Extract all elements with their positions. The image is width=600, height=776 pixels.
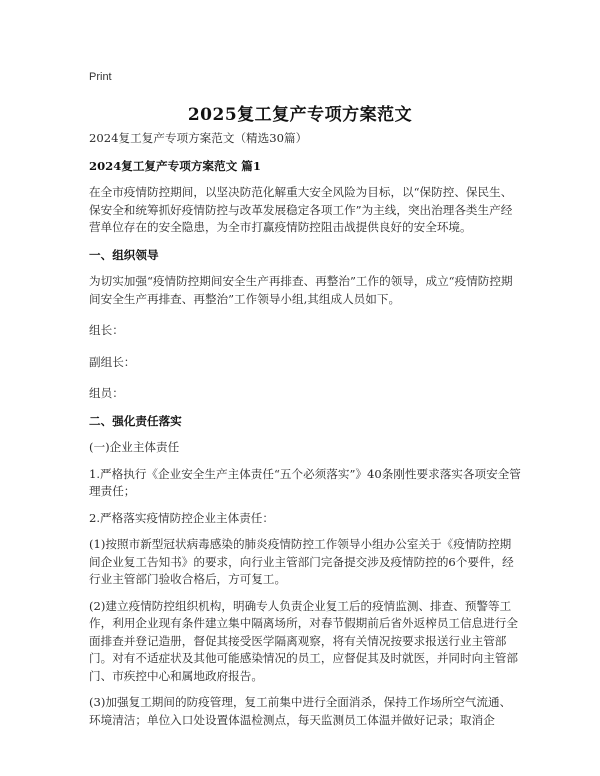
document-title: 2025复工复产专项方案范文 bbox=[187, 105, 413, 125]
document-body bbox=[89, 130, 521, 729]
item-2-paragraph: 2.严格落实疫情防控企业主体责任： bbox=[89, 510, 274, 525]
subsection-1-heading: (一)企业主体责任 bbox=[89, 440, 180, 454]
section-1-paragraph: 为切实加强“疫情防控期间安全生产再排查、再整治”工作的领导，成立“疫情防控期间安全生产再排查、再整治”工作领导小组,其组成人员如下。 bbox=[89, 274, 513, 306]
item-2-1-paragraph: (1)按照市新型冠状病毒感染的肺炎疫情防控工作领导小组办公室关于《疫情防控期间企业复工告知书》的要求，向行业主管部门完备提交涉及疫情防控的6个要件，经行业主管部门验收合格后，方可复工。 bbox=[89, 537, 514, 586]
intro-paragraph: 在全市疫情防控期间，以坚决防范化解重大安全风险为目标，以“保防控、保民生、保安全和统筹抓好疫情防控与改革发展稳定各项工作”为主线，突出治理各类生产经营单位存在的安全隐患，为全市打赢疫情防控阻击战提供良好的安全环境。 bbox=[89, 185, 513, 234]
deputy-leader-label: 副组长： bbox=[89, 354, 136, 369]
item-1-paragraph: 1.严格执行《企业安全生产主体责任“五个必须落实”》40条刚性要求落实各项安全管理责任； bbox=[89, 466, 521, 498]
leader-label: 组长： bbox=[89, 323, 124, 337]
item-2-3-paragraph: (3)加强复工期间的防疫管理，复工前集中进行全面消杀，保持工作场所空气流通、环境清洁；单位入口处设置体温检测点，每天监测员工体温并做好记录；取消企 bbox=[89, 695, 512, 727]
item-2-2-paragraph: (2)建立疫情防控组织机构，明确专人负责企业复工后的疫情监测、排查、预警等工作，利用企业现有条件建立集中隔离场所，对春节假期前后省外返榨员工信息进行全面排查并登记造册，督促其接受医学隔离观察，将有关情况按要求报送行业主管部门。对有不适症状及其他可能感染情况的员工，应督促其及时就医，并同时向主管部门、市疾控中心和属地政府报告。 bbox=[89, 598, 518, 683]
document-subtitle: 2024复工复产专项方案范文（精选30篇） bbox=[89, 131, 308, 145]
article-title: 2024复工复产专项方案范文 篇1 bbox=[89, 158, 261, 173]
section-2-heading: 二、强化责任落实 bbox=[89, 413, 182, 428]
member-label: 组员： bbox=[89, 386, 124, 400]
print-link[interactable]: Print bbox=[89, 71, 112, 83]
section-1-heading: 一、组织领导 bbox=[89, 247, 159, 262]
